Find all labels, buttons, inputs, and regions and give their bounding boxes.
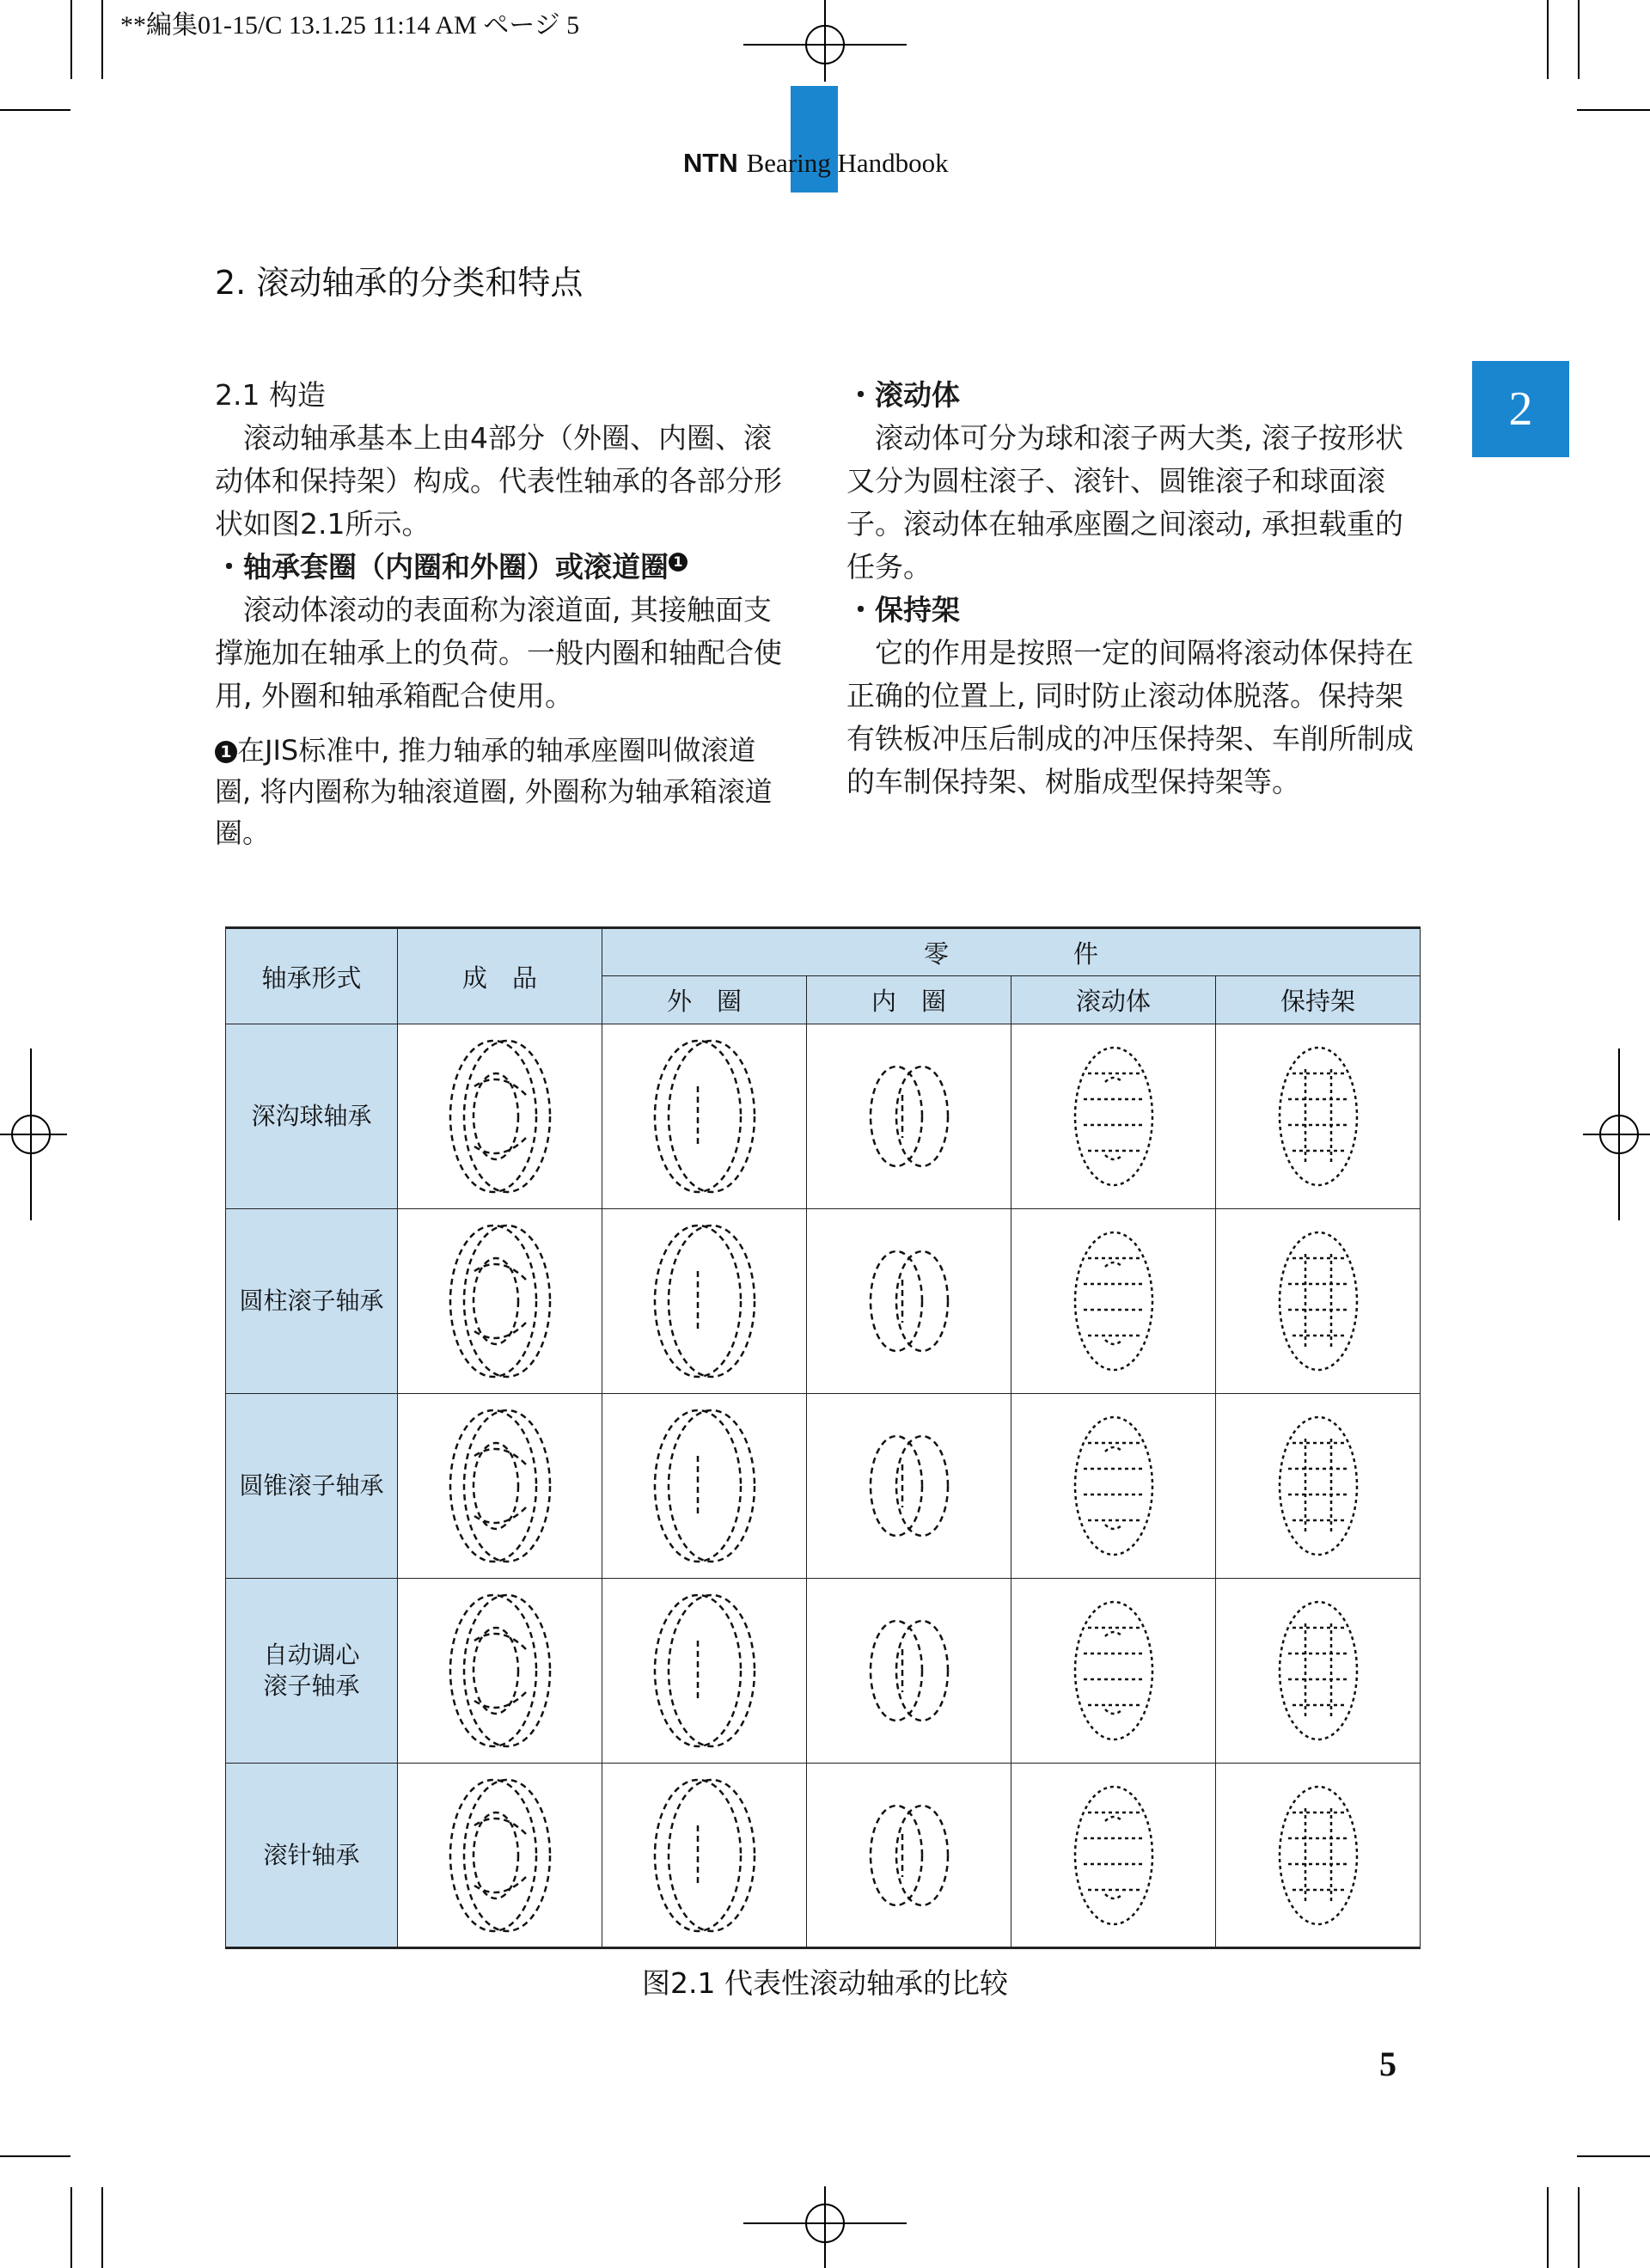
cage-drawing-cell (1216, 1764, 1421, 1948)
cage-drawing (1258, 1220, 1378, 1383)
rolling-element-drawing (1054, 1404, 1174, 1568)
bearing-type-label: 圆锥滚子轴承 (226, 1394, 398, 1579)
cage-drawing (1258, 1774, 1378, 1937)
outer-ring-drawing (645, 1220, 765, 1383)
figure-caption: 图2.1 代表性滚动轴承的比较 (642, 1966, 1008, 2000)
col-header-outer-ring: 外 圈 (602, 976, 807, 1024)
bearing-product-drawing-cell (398, 1024, 602, 1209)
rolling-paragraph: 滚动体可分为球和滚子两大类, 滚子按形状又分为圆柱滚子、滚针、圆锥滚子和球面滚子。滚动体在轴承座圈之间滚动, 承担载重的任务。 (846, 421, 1403, 584)
col-header-product: 成 品 (398, 928, 602, 1024)
outer-ring-drawing-cell (602, 1209, 807, 1394)
inner-ring-drawing-cell (807, 1579, 1011, 1764)
rolling-element-drawing-cell (1011, 1394, 1216, 1579)
section-title: 2. 滚动轴承的分类和特点 (215, 264, 584, 302)
footnote (215, 730, 791, 853)
outer-ring-drawing-cell (602, 1394, 807, 1579)
cage-drawing (1258, 1035, 1378, 1198)
rolling-element-drawing-cell (1011, 1764, 1216, 1948)
header-brand: NTN (683, 148, 738, 178)
inner-ring-drawing-cell (807, 1024, 1011, 1209)
registration-mark (739, 2182, 911, 2268)
table-row (226, 1394, 1421, 1579)
crop-mark (1547, 2187, 1549, 2268)
left-column (215, 374, 791, 853)
bearing-product-drawing (440, 1589, 560, 1752)
col-header-type: 轴承形式 (226, 928, 398, 1024)
col-header-cage: 保持架 (1216, 976, 1421, 1024)
crop-mark (1547, 0, 1549, 79)
bearing-product-drawing (440, 1035, 560, 1198)
crop-mark (101, 0, 103, 79)
crop-mark (1577, 2155, 1650, 2157)
bearing-product-drawing (440, 1774, 560, 1937)
footnote-marker: 1 (669, 553, 688, 572)
footnote-marker: 1 (215, 741, 237, 763)
outer-ring-drawing-cell (602, 1764, 807, 1948)
crop-mark (0, 109, 70, 111)
rolling-element-drawing (1054, 1589, 1174, 1752)
col-header-inner-ring: 内 圈 (807, 976, 1011, 1024)
crop-mark (101, 2187, 103, 2268)
crop-mark (70, 2187, 72, 2268)
inner-ring-drawing (849, 1774, 969, 1937)
inner-ring-drawing (849, 1589, 969, 1752)
bearing-comparison-table (225, 926, 1421, 1949)
registration-mark (0, 1048, 69, 1220)
col-header-rolling-element: 滚动体 (1011, 976, 1216, 1024)
table-row (226, 1209, 1421, 1394)
outer-ring-drawing-cell (602, 1579, 807, 1764)
intro-paragraph: 滚动轴承基本上由4部分（外圈、内圈、滚动体和保持架）构成。代表性轴承的各部分形状如图2.1所示。 (215, 421, 782, 541)
ring-paragraph: 滚动体滚动的表面称为滚道面, 其接触面支撑施加在轴承上的负荷。一般内圈和轴配合使用, 外圈和轴承箱配合使用。 (215, 593, 782, 712)
bearing-product-drawing-cell (398, 1209, 602, 1394)
bearing-product-drawing-cell (398, 1394, 602, 1579)
bearing-product-drawing-cell (398, 1764, 602, 1948)
table-row (226, 1579, 1421, 1764)
crop-mark (0, 2155, 70, 2157)
right-column (846, 374, 1422, 804)
outer-ring-drawing (645, 1404, 765, 1568)
inner-ring-drawing-cell (807, 1764, 1011, 1948)
inner-ring-drawing (849, 1404, 969, 1568)
inner-ring-drawing (849, 1035, 969, 1198)
rolling-element-drawing (1054, 1220, 1174, 1383)
cage-heading: ・保持架 (846, 593, 960, 627)
registration-mark (1581, 1048, 1650, 1220)
bearing-type-label: 圆柱滚子轴承 (226, 1209, 398, 1394)
crop-mark (1578, 2187, 1580, 2268)
ring-heading: ・轴承套圈（内圈和外圈）或滚道圈 1 (215, 546, 791, 589)
table-row (226, 1764, 1421, 1948)
bearing-type-label: 滚针轴承 (226, 1764, 398, 1948)
registration-mark (739, 0, 911, 86)
inner-ring-drawing (849, 1220, 969, 1383)
outer-ring-drawing (645, 1589, 765, 1752)
table-row (226, 1024, 1421, 1209)
subsection-heading: 2.1 构造 (215, 378, 326, 412)
cage-paragraph: 它的作用是按照一定的间隔将滚动体保持在正确的位置上, 同时防止滚动体脱落。保持架有铁板冲压后制成的冲压保持架、车削所制成的车制保持架、树脂成型保持架等。 (846, 636, 1414, 798)
bearing-type-label: 自动调心 滚子轴承 (226, 1579, 398, 1764)
cage-drawing-cell (1216, 1394, 1421, 1579)
rolling-element-drawing (1054, 1035, 1174, 1198)
running-header (683, 148, 949, 179)
page-number: 5 (1379, 2045, 1396, 2083)
rolling-element-drawing-cell (1011, 1579, 1216, 1764)
outer-ring-drawing-cell (602, 1024, 807, 1209)
rolling-element-drawing-cell (1011, 1209, 1216, 1394)
inner-ring-drawing-cell (807, 1209, 1011, 1394)
cage-drawing-cell (1216, 1579, 1421, 1764)
rolling-element-drawing-cell (1011, 1024, 1216, 1209)
bearing-type-label: 深沟球轴承 (226, 1024, 398, 1209)
bearing-product-drawing-cell (398, 1579, 602, 1764)
outer-ring-drawing (645, 1774, 765, 1937)
rolling-heading: ・滚动体 (846, 378, 960, 412)
col-header-parts: 零 件 (602, 928, 1421, 976)
cage-drawing-cell (1216, 1209, 1421, 1394)
chapter-tab: 2 (1472, 361, 1569, 457)
rolling-element-drawing (1054, 1774, 1174, 1937)
bearing-product-drawing (440, 1220, 560, 1383)
cage-drawing-cell (1216, 1024, 1421, 1209)
footnote-text: 在JIS标准中, 推力轴承的轴承座圈叫做滚道圈, 将内圈称为轴滚道圈, 外圈称为轴承箱滚道圈。 (215, 734, 773, 849)
cage-drawing (1258, 1589, 1378, 1752)
crop-mark (70, 0, 72, 79)
cage-drawing (1258, 1404, 1378, 1568)
print-slug: **編集01-15/C 13.1.25 11:14 AM ページ 5 (120, 11, 580, 40)
bearing-product-drawing (440, 1404, 560, 1568)
outer-ring-drawing (645, 1035, 765, 1198)
crop-mark (1578, 0, 1580, 79)
header-title: Bearing Handbook (746, 148, 949, 178)
inner-ring-drawing-cell (807, 1394, 1011, 1579)
crop-mark (1577, 109, 1650, 111)
